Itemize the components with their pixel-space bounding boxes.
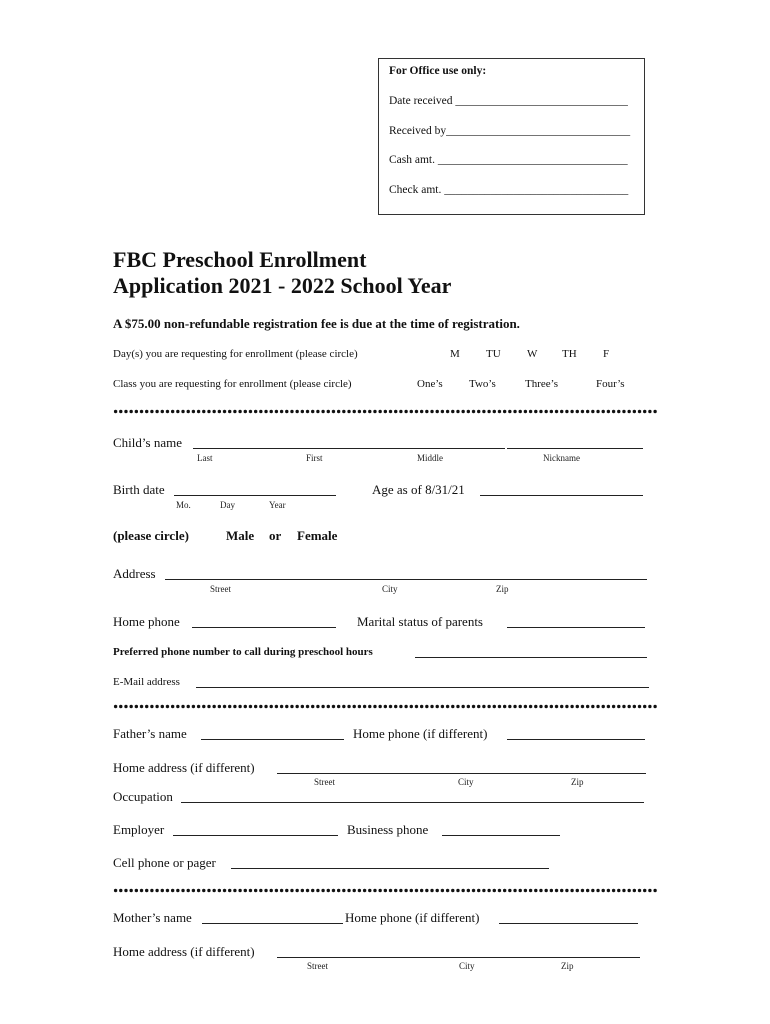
father-name-field[interactable]: [201, 739, 344, 740]
father-business-phone-field[interactable]: [442, 835, 560, 836]
home-phone-field[interactable]: [192, 627, 336, 628]
mother-home-address-label: Home address (if different): [113, 944, 255, 959]
mother-name-label: Mother’s name: [113, 910, 192, 925]
birth-day-label: Day: [220, 500, 235, 510]
office-cash-amt: Cash amt. _________________________________: [389, 154, 628, 166]
father-home-address-field[interactable]: [277, 773, 646, 774]
gender-male-option[interactable]: Male: [226, 528, 255, 543]
office-use-box: [378, 58, 645, 215]
preferred-phone-label: Preferred phone number to call during preschool hours: [113, 646, 373, 658]
age-label: Age as of 8/31/21: [372, 482, 465, 497]
father-cell-label: Cell phone or pager: [113, 855, 216, 870]
birth-year-label: Year: [269, 500, 286, 510]
days-label: Day(s) you are requesting for enrollment (please circle): [113, 348, 358, 360]
section-divider: [113, 704, 658, 709]
email-field[interactable]: [196, 687, 649, 688]
day-option-th[interactable]: TH: [562, 348, 577, 360]
address-city-label: City: [382, 584, 398, 594]
birth-month-label: Mo.: [176, 500, 191, 510]
fee-notice: A $75.00 non-refundable registration fee is due at the time of registration.: [113, 316, 520, 331]
gender-or: or: [269, 528, 282, 543]
office-date-received: Date received ______________________________: [389, 95, 628, 107]
father-home-address-label: Home address (if different): [113, 760, 255, 775]
child-name-first-label: First: [306, 453, 323, 463]
address-label: Address: [113, 566, 156, 581]
father-name-label: Father’s name: [113, 726, 187, 741]
father-address-zip-label: Zip: [571, 777, 584, 787]
mother-home-phone-field[interactable]: [499, 923, 638, 924]
day-option-tu[interactable]: TU: [486, 348, 501, 360]
gender-female-option[interactable]: Female: [297, 528, 338, 543]
address-street-label: Street: [210, 584, 231, 594]
day-option-w[interactable]: W: [527, 348, 538, 360]
email-label: E-Mail address: [113, 676, 180, 688]
child-name-label: Child’s name: [113, 435, 182, 450]
father-home-phone-label: Home phone (if different): [353, 726, 488, 741]
father-address-city-label: City: [458, 777, 474, 787]
class-option-fours[interactable]: Four’s: [596, 378, 625, 390]
child-nickname-field[interactable]: [507, 448, 643, 449]
birth-date-label: Birth date: [113, 482, 165, 497]
father-business-phone-label: Business phone: [347, 822, 429, 837]
age-field[interactable]: [480, 495, 643, 496]
marital-status-field[interactable]: [507, 627, 645, 628]
office-check-amt: Check amt. ________________________________: [389, 184, 629, 196]
mother-address-street-label: Street: [307, 961, 328, 971]
day-option-m[interactable]: M: [450, 348, 460, 360]
mother-address-city-label: City: [459, 961, 475, 971]
father-home-phone-field[interactable]: [507, 739, 645, 740]
mother-address-zip-label: Zip: [561, 961, 574, 971]
child-name-middle-label: Middle: [417, 453, 443, 463]
office-heading: For Office use only:: [389, 65, 487, 77]
day-option-f[interactable]: F: [603, 348, 610, 360]
mother-home-address-field[interactable]: [277, 957, 640, 958]
father-address-street-label: Street: [314, 777, 335, 787]
marital-status-label: Marital status of parents: [357, 614, 483, 629]
form-title-line1: FBC Preschool Enrollment: [113, 247, 367, 272]
classes-label: Class you are requesting for enrollment (please circle): [113, 378, 352, 390]
birth-date-field[interactable]: [174, 495, 336, 496]
child-name-field[interactable]: [193, 448, 505, 449]
class-option-ones[interactable]: One’s: [417, 378, 443, 390]
mother-name-field[interactable]: [202, 923, 343, 924]
form-title-line2: Application 2021 - 2022 School Year: [113, 273, 452, 298]
class-option-twos[interactable]: Two’s: [469, 378, 496, 390]
section-divider: [113, 409, 658, 414]
father-employer-field[interactable]: [173, 835, 338, 836]
address-field[interactable]: [165, 579, 647, 580]
gender-prefix: (please circle): [113, 528, 189, 543]
section-divider: [113, 888, 658, 893]
child-name-last-label: Last: [197, 453, 213, 463]
father-occupation-label: Occupation: [113, 789, 173, 804]
address-zip-label: Zip: [496, 584, 509, 594]
mother-home-phone-label: Home phone (if different): [345, 910, 480, 925]
office-received-by: Received by________________________________: [389, 125, 631, 137]
father-occupation-field[interactable]: [181, 802, 644, 803]
home-phone-label: Home phone: [113, 614, 180, 629]
father-cell-field[interactable]: [231, 868, 549, 869]
preferred-phone-field[interactable]: [415, 657, 647, 658]
child-name-nickname-label: Nickname: [543, 453, 580, 463]
father-employer-label: Employer: [113, 822, 165, 837]
class-option-threes[interactable]: Three’s: [525, 378, 558, 390]
